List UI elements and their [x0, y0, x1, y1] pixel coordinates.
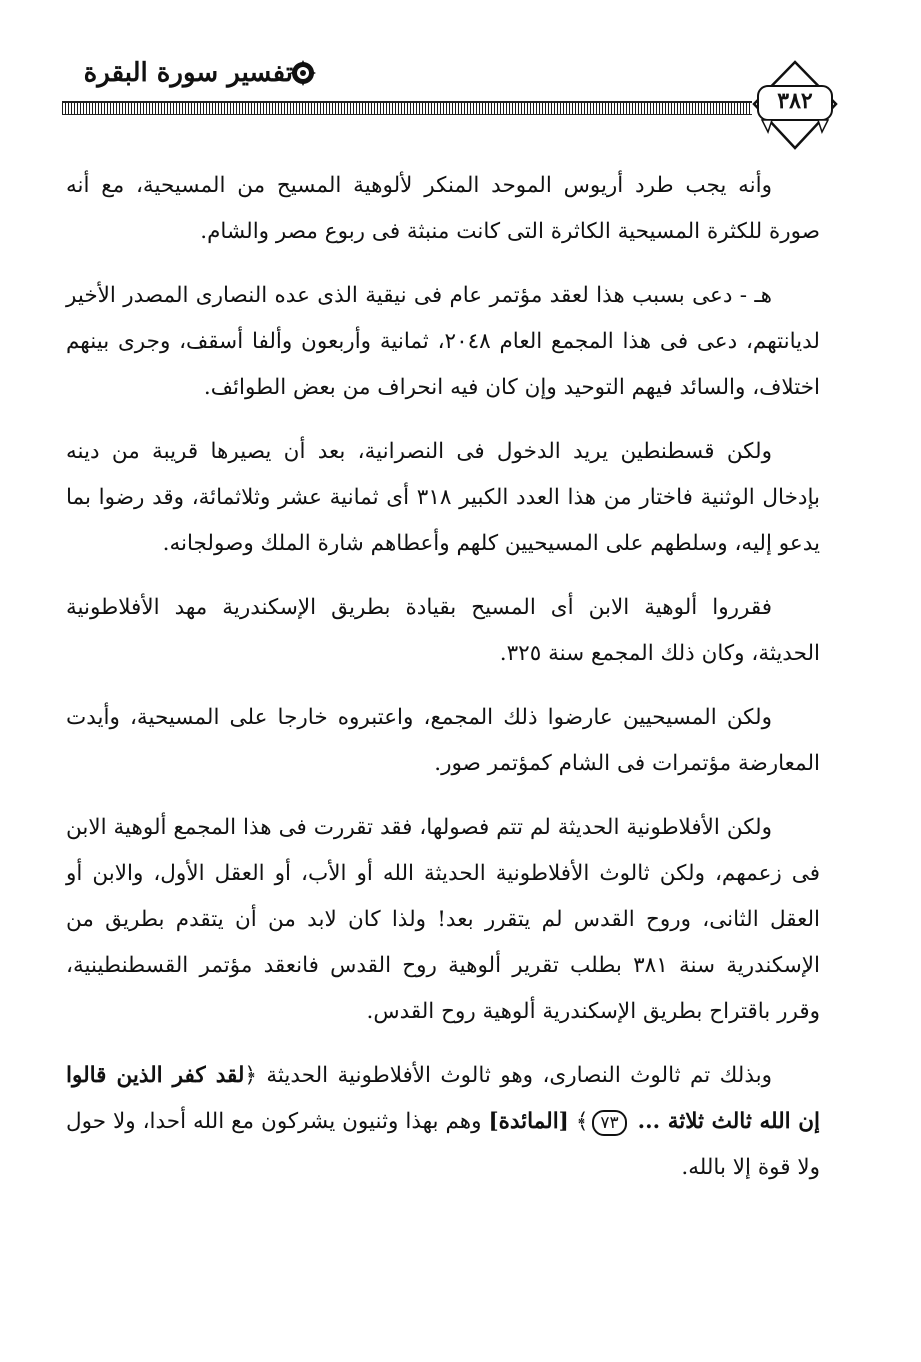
paragraph-text: وهم بهذا وثنيون يشركون مع الله أحدا، ولا حول ولا قوة إلا بالله. — [66, 1109, 820, 1180]
paragraph-text: وأنه يجب طرد أريوس الموحد المنكر لألوهية المسيح من المسيحية، مع أنه صورة للكثرة المسيحية الكاثرة التى كانت منبثة فى ربوع مصر والشام. — [66, 173, 820, 244]
paragraph-text: هـ - دعى بسبب هذا لعقد مؤتمر عام فى نيقية الذى عده النصارى المصدر الأخير لديانتهم، دعى فى هذا المجمع العام ٢٠٤٨، ثمانية وأربعون وألفا أسقف، وجرى بينهم اختلاف، والسائد فيهم التوحيد وإن كان فيه انحراف من بعض الطوائف. — [66, 283, 820, 400]
paragraph — [66, 273, 820, 411]
paragraph — [66, 429, 820, 567]
header-rule — [62, 101, 752, 115]
paragraph — [66, 695, 820, 787]
surah-reference: [المائدة] — [488, 1109, 569, 1134]
paragraph — [66, 163, 820, 255]
page-body — [66, 163, 820, 1209]
paragraph-with-quran-quote — [66, 1053, 820, 1191]
paragraph — [66, 585, 820, 677]
quran-open-bracket: ﴿ — [244, 1063, 258, 1088]
page-number: ٣٨٢ — [777, 88, 813, 114]
running-header-title: تفسير سورة البقرة — [83, 58, 293, 88]
ornament-emblem-icon — [290, 60, 316, 86]
paragraph-text: وبذلك تم ثالوث النصارى، وهو ثالوث الأفلاطونية الحديثة — [266, 1063, 772, 1088]
paragraph-text: ولكن المسيحيين عارضوا ذلك المجمع، واعتبروه خارجا على المسيحية، وأيدت المعارضة مؤتمرات فى الشام كمؤتمر صور. — [66, 705, 820, 776]
verse-number-marker: ٧٣ — [592, 1110, 626, 1136]
paragraph-text: فقرروا ألوهية الابن أى المسيح بقيادة بطريق الإسكندرية مهد الأفلاطونية الحديثة، وكان ذلك المجمع سنة ٣٢٥. — [66, 595, 820, 666]
paragraph-text: ولكن الأفلاطونية الحديثة لم تتم فصولها، فقد تقررت فى هذا المجمع ألوهية الابن فى زعمهم، ولكن ثالوث الأفلاطونية الحديثة الله أو الأب، أو العقل الأول، والابن أو العقل الثانى، وروح القدس لم يتقرر بعد! ولذا كان لابد من أن يتقدم بطريق من الإسكندرية سنة ٣٨١ بطلب تقرير ألوهية روح القدس فانعقد مؤتمر القسطنطينية، وقرر باقتراح بطريق الإسكندرية ألوهية روح القدس. — [66, 815, 820, 1024]
paragraph-text: ولكن قسطنطين يريد الدخول فى النصرانية، بعد أن يصيرها قريبة من دينه بإدخال الوثنية فاختار من هذا العدد الكبير ٣١٨ أى ثمانية عشر وثلاثمائة، وقد رضوا بما يدعو إليه، وسلطهم على المسيحيين كلهم وأعطاهم شارة الملك وصولجانه. — [66, 439, 821, 556]
quran-close-bracket: ﴾ — [575, 1109, 589, 1134]
paragraph — [66, 805, 820, 1035]
quran-quote: لقد كفر الذين قالوا إن الله ثالث ثلاثة ... — [66, 1063, 820, 1134]
